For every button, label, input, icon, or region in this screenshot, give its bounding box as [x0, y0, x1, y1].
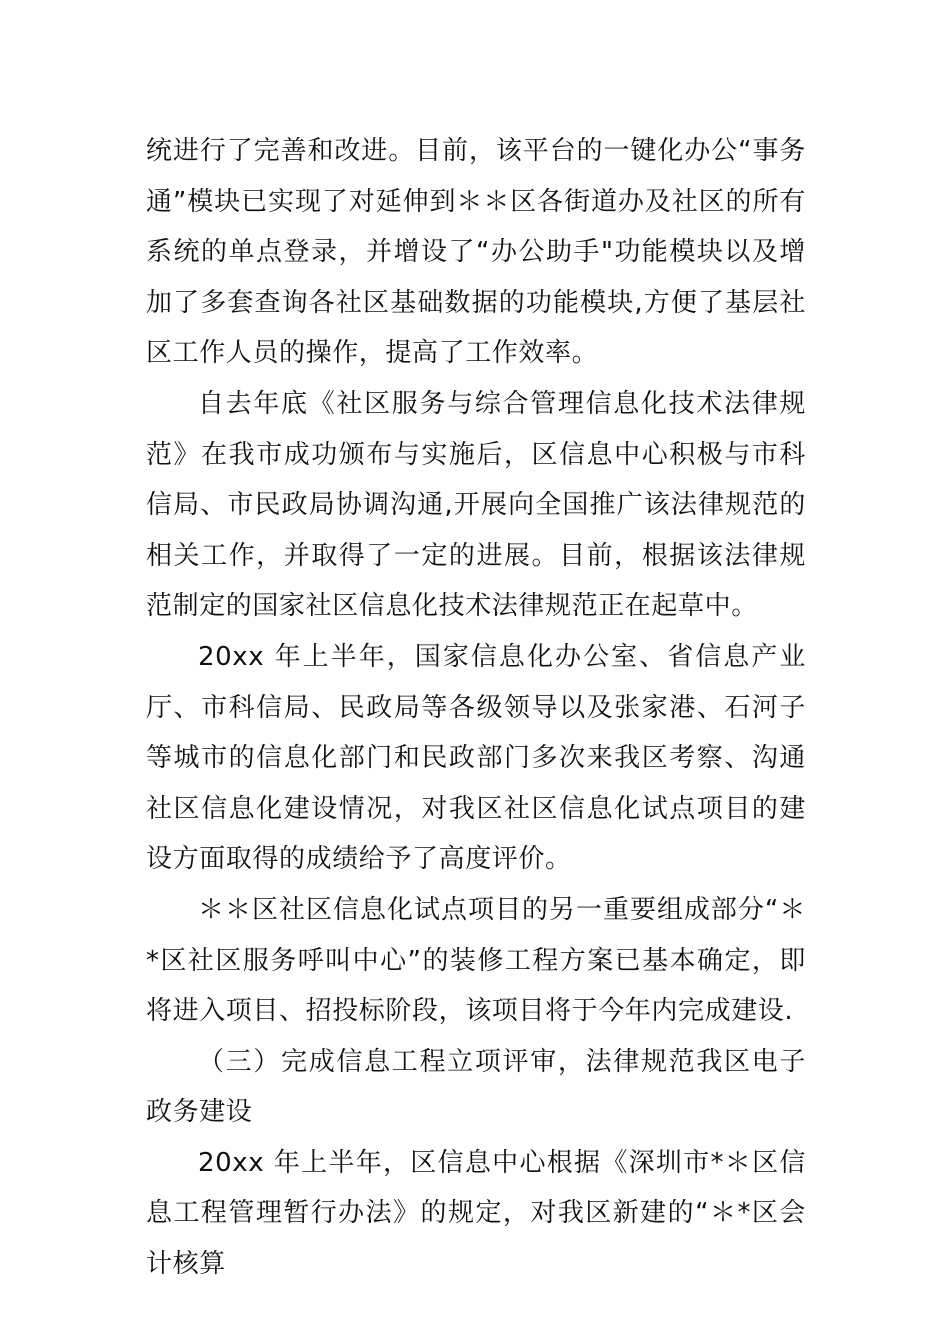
paragraph-5: 20xx 年上半年，区信息中心根据《深圳市*＊区信息工程管理暂行办法》的规定，对我区新建的“＊*区会计核算	[146, 1147, 806, 1280]
paragraph-4: ＊＊区社区信息化试点项目的另一重要组成部分“＊*区社区服务呼叫中心”的装修工程方案已基本确定，即将进入项目、招投标阶段，该项目将于今年内完成建设.	[146, 894, 806, 1027]
document-body	[146, 126, 806, 1290]
paragraph-3: 20xx 年上半年，国家信息化办公室、省信息产业厅、市科信局、民政局等各级领导以及张家港、石河子等城市的信息化部门和民政部门多次来我区考察、沟通社区信息化建设情况，对我区社区信息化试点项目的建设方面取得的成绩给予了高度评价。	[146, 641, 806, 875]
paragraph-1: 统进行了完善和改进。目前，该平台的一键化办公“事务通”模块已实现了对延伸到＊＊区各街道办及社区的所有系统的单点登录，并增设了“办公助手"功能模块以及增加了多套查询各社区基础数据的功能模块,方便了基层社区工作人员的操作，提高了工作效率。	[146, 136, 806, 369]
section-heading: （三）完成信息工程立项评审，法律规范我区电子政务建设	[146, 1046, 806, 1128]
paragraph-2: 自去年底《社区服务与综合管理信息化技术法律规范》在我市成功颁布与实施后，区信息中心积极与市科信局、市民政局协调沟通,开展向全国推广该法律规范的相关工作，并取得了一定的进展。目前，根据该法律规范制定的国家社区信息化技术法律规范正在起草中。	[146, 388, 806, 622]
